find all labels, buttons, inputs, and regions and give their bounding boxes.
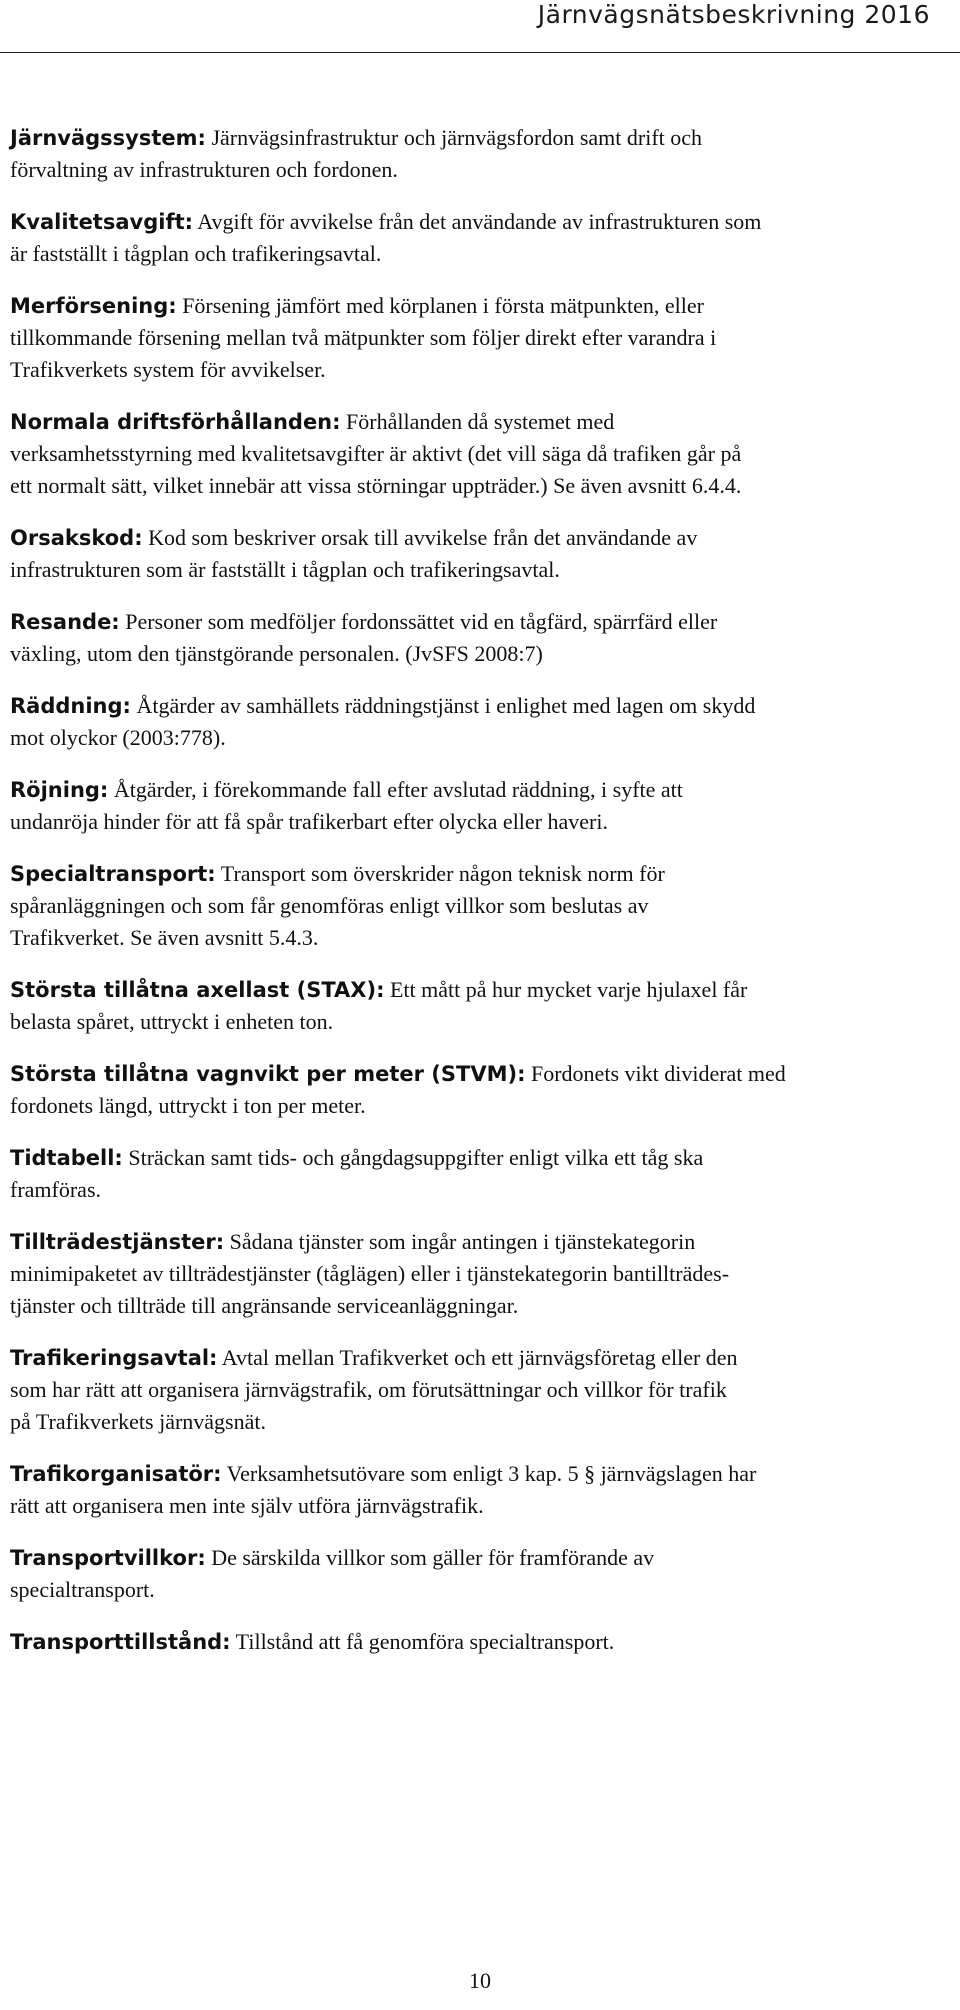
glossary-term: Specialtransport:: [10, 862, 216, 886]
glossary-entry-stax: [10, 974, 930, 1038]
glossary-definition-line: Transport som överskrider någon teknisk norm för: [215, 861, 665, 886]
glossary-definition-line: infrastrukturen som är fastställt i tågplan och trafikeringsavtal.: [10, 557, 560, 582]
glossary-definition-line: fordonets längd, uttryckt i ton per meter.: [10, 1093, 366, 1118]
glossary-entry-specialtransport: [10, 858, 930, 954]
document-title: Järnvägsnätsbeskrivning 2016: [537, 0, 930, 29]
glossary-definition-line: Järnvägsinfrastruktur och järnvägsfordon samt drift och: [205, 125, 703, 150]
glossary-entry-merforsening: [10, 290, 930, 386]
glossary-entry-tilltradestjanster: [10, 1226, 930, 1322]
glossary-definition-line: Avtal mellan Trafikverket och ett järnvägsföretag eller den: [217, 1345, 738, 1370]
glossary-entry-raddning: [10, 690, 930, 754]
glossary-definition-line: framföras.: [10, 1177, 102, 1202]
glossary-entry-orsakskod: [10, 522, 930, 586]
glossary-term: Tidtabell:: [10, 1146, 123, 1170]
glossary-definition-line: förvaltning av infrastrukturen och fordonen.: [10, 157, 398, 182]
glossary-entry-transportvillkor: [10, 1542, 930, 1606]
glossary-definition-line: rätt att organisera men inte själv utföra järnvägstrafik.: [10, 1493, 484, 1518]
glossary-definition-line: på Trafikverkets järnvägsnät.: [10, 1409, 266, 1434]
glossary-definition-line: växling, utom den tjänstgörande personalen. (JvSFS 2008:7): [10, 641, 543, 666]
glossary-term: Merförsening:: [10, 294, 177, 318]
glossary-definition-line: Fordonets vikt dividerat med: [525, 1061, 786, 1086]
glossary-definition-line: verksamhetsstyrning med kvalitetsavgifter är aktivt (det vill säga då trafiken går på: [10, 441, 742, 466]
glossary-entry-trafikeringsavtal: [10, 1342, 930, 1438]
glossary-entry-stvm: [10, 1058, 930, 1122]
header-divider: [0, 52, 960, 53]
glossary-term: Transporttillstånd:: [10, 1630, 231, 1654]
glossary-term: Järnvägssystem:: [10, 126, 206, 150]
glossary-definition-line: specialtransport.: [10, 1577, 155, 1602]
glossary-term: Kvalitetsavgift:: [10, 210, 194, 234]
glossary-definition-line: Förhållanden då systemet med: [340, 409, 615, 434]
glossary-definition-line: spåranläggningen och som får genomföras enligt villkor som beslutas av: [10, 893, 649, 918]
glossary-definition-line: som har rätt att organisera järnvägstrafik, om förutsättningar och villkor för trafik: [10, 1377, 727, 1402]
glossary-list: [0, 122, 960, 1678]
glossary-definition-line: är fastställt i tågplan och trafikeringsavtal.: [10, 241, 382, 266]
glossary-entry-transporttillstand: [10, 1626, 930, 1658]
glossary-term: Trafikeringsavtal:: [10, 1346, 218, 1370]
page-header: [0, 0, 960, 56]
glossary-entry-resande: [10, 606, 930, 670]
glossary-term: Tillträdestjänster:: [10, 1230, 225, 1254]
glossary-definition-line: Sådana tjänster som ingår antingen i tjänstekategorin: [224, 1229, 696, 1254]
glossary-definition-line: tillkommande försening mellan två mätpunkter som följer direkt efter varandra i: [10, 325, 717, 350]
glossary-definition-line: Ett mått på hur mycket varje hjulaxel får: [384, 977, 748, 1002]
glossary-definition-line: Sträckan samt tids- och gångdagsuppgifter enligt vilka ett tåg ska: [122, 1145, 704, 1170]
glossary-entry-trafikorganisator: [10, 1458, 930, 1522]
glossary-term: Resande:: [10, 610, 120, 634]
glossary-term: Största tillåtna axellast (STAX):: [10, 978, 385, 1002]
glossary-definition-line: minimipaketet av tillträdestjänster (tåglägen) eller i tjänstekategorin bantillträdes-: [10, 1261, 730, 1286]
glossary-term: Röjning:: [10, 778, 109, 802]
glossary-term: Orsakskod:: [10, 526, 143, 550]
glossary-term: Räddning:: [10, 694, 131, 718]
page-number: 10: [469, 1968, 491, 1993]
glossary-entry-jarnvagssystem: [10, 122, 930, 186]
glossary-entry-kvalitetsavgift: [10, 206, 930, 270]
glossary-definition-line: undanröja hinder för att få spår trafikerbart efter olycka eller haveri.: [10, 809, 608, 834]
glossary-definition-line: Trafikverket. Se även avsnitt 5.4.3.: [10, 925, 319, 950]
glossary-term: Normala driftsförhållanden:: [10, 410, 341, 434]
glossary-term: Transportvillkor:: [10, 1546, 206, 1570]
glossary-definition-line: ett normalt sätt, vilket innebär att vissa störningar uppträder.) Se även avsnitt 6.4.4.: [10, 473, 742, 498]
glossary-definition-line: Åtgärder av samhällets räddningstjänst i enlighet med lagen om skydd: [130, 693, 756, 718]
glossary-definition-line: Verksamhetsutövare som enligt 3 kap. 5 § järnvägslagen har: [221, 1461, 757, 1486]
glossary-definition-line: Trafikverkets system för avvikelser.: [10, 357, 326, 382]
glossary-definition-line: mot olyckor (2003:778).: [10, 725, 226, 750]
glossary-entry-normala-driftsforhallanden: [10, 406, 930, 502]
glossary-definition-line: Tillstånd att få genomföra specialtransport.: [230, 1629, 615, 1654]
glossary-definition-line: Avgift för avvikelse från det användande av infrastrukturen som: [193, 209, 762, 234]
glossary-definition-line: tjänster och tillträde till angränsande serviceanläggningar.: [10, 1293, 519, 1318]
glossary-entry-tidtabell: [10, 1142, 930, 1206]
glossary-term: Trafikorganisatör:: [10, 1462, 222, 1486]
glossary-definition-line: De särskilda villkor som gäller för framförande av: [205, 1545, 655, 1570]
glossary-definition-line: Åtgärder, i förekommande fall efter avslutad räddning, i syfte att: [108, 777, 683, 802]
glossary-entry-rojning: [10, 774, 930, 838]
glossary-definition-line: Kod som beskriver orsak till avvikelse från det användande av: [142, 525, 698, 550]
glossary-definition-line: Personer som medföljer fordonssättet vid en tågfärd, spärrfärd eller: [119, 609, 718, 634]
glossary-definition-line: Försening jämfört med körplanen i första mätpunkten, eller: [176, 293, 704, 318]
glossary-definition-line: belasta spåret, uttryckt i enheten ton.: [10, 1009, 334, 1034]
glossary-term: Största tillåtna vagnvikt per meter (STVM):: [10, 1062, 526, 1086]
